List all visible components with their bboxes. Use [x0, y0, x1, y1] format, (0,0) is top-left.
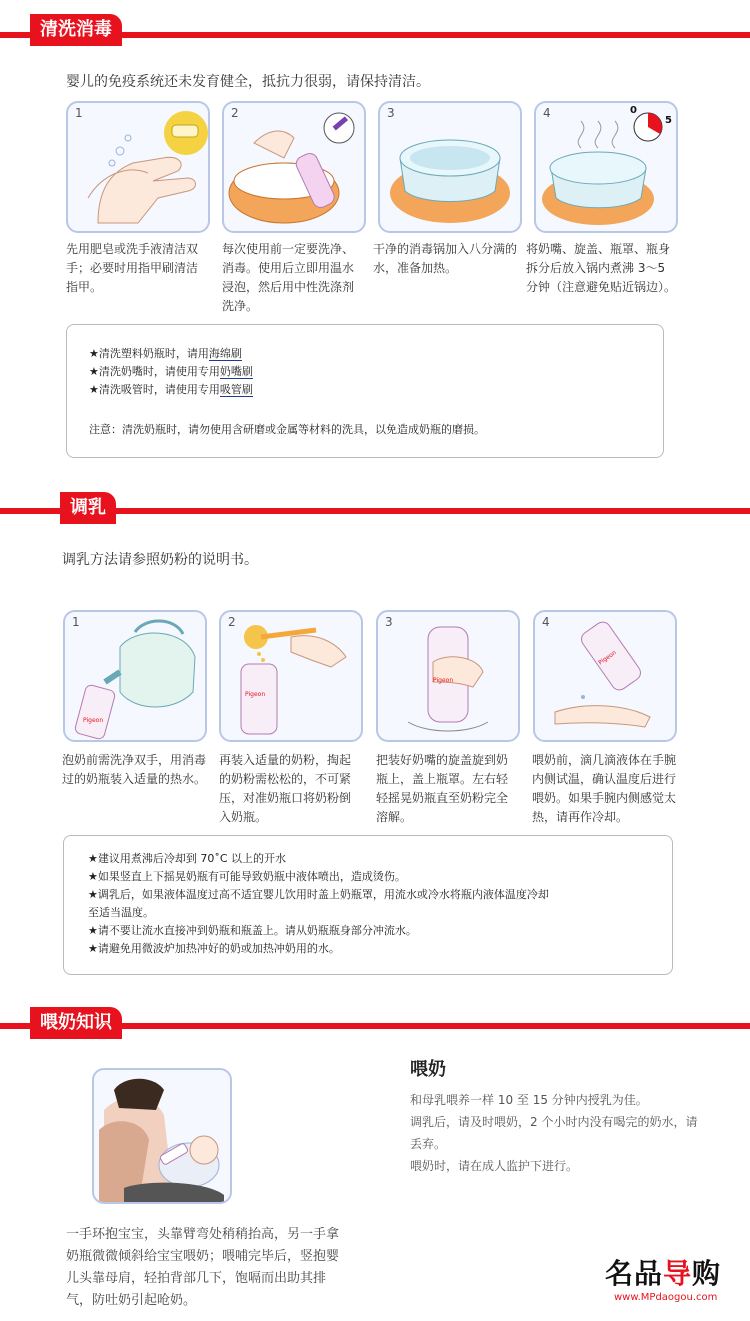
- sterilizer-pot-icon: [380, 103, 520, 231]
- tip-line: ★调乳后，如果液体温度过高不适宜婴儿饮用时盖上奶瓶罩，用流水或冷水将瓶内液体温度冷却: [88, 888, 549, 901]
- svg-text:Pigeon: Pigeon: [245, 691, 266, 698]
- clean-step-card-3: [378, 101, 522, 233]
- clean-step-caption-4: 将奶嘴、旋盖、瓶罩、瓶身拆分后放入锅内煮沸 3～5 分钟（注意避免贴近锅边）。: [526, 242, 677, 294]
- clean-note: 注意：清洗奶瓶时，请勿使用含研磨或金属等材料的洗具，以免造成奶瓶的磨损。: [89, 423, 485, 436]
- timer-label-end: 5: [665, 115, 672, 126]
- tip-line: ★清洗奶嘴时，请使用专用奶嘴刷: [89, 365, 253, 378]
- mix-tips-box: [63, 835, 673, 975]
- mix-step-card-2: [219, 610, 363, 742]
- clean-step-caption-2: 每次使用前一定要洗净、消毒。使用后立即用温水浸泡，然后用中性洗涤剂洗净。: [222, 242, 355, 313]
- tip-line: ★清洗塑料奶瓶时，请用海绵刷: [89, 347, 242, 360]
- step-number: 3: [385, 615, 393, 629]
- tip-line: ★清洗吸管时，请使用专用吸管刷: [89, 383, 253, 396]
- tool-name: 吸管刷: [219, 383, 253, 396]
- powder-scoop-icon: [221, 612, 361, 740]
- watermark-logo: [605, 1252, 721, 1292]
- watermark-url: www.MPdaogou.com: [614, 1292, 718, 1303]
- svg-text:Pigeon: Pigeon: [597, 649, 618, 667]
- mix-step-card-3: [376, 610, 520, 742]
- section-title-clean: 清洗消毒: [30, 14, 122, 46]
- clean-intro: 婴儿的免疫系统还未发育健全，抵抗力很弱，请保持清洁。: [66, 74, 430, 90]
- boiling-pot-icon: [536, 103, 676, 231]
- hand-washing-icon: [68, 103, 208, 231]
- step-number: 4: [543, 106, 551, 120]
- step-number: 1: [75, 106, 83, 120]
- mix-step-caption-3: 把装好奶嘴的旋盖旋到奶瓶上，盖上瓶罩。左右轻轻摇晃奶瓶直至奶粉完全溶解。: [376, 753, 509, 824]
- kettle-pouring-icon: [65, 612, 205, 740]
- feed-caption: 一手环抱宝宝，头靠臂弯处稍稍抬高，另一手拿奶瓶微微倾斜给宝宝喂奶；喂哺完毕后，竖抱婴儿头靠母肩，轻拍背部几下，饱嗝而出助其排气，防吐奶引起呛奶。: [66, 1227, 340, 1308]
- section-title-mix: 调乳: [60, 492, 116, 524]
- section-title-feed: 喂奶知识: [30, 1007, 122, 1039]
- feed-heading: 喂奶: [410, 1059, 446, 1080]
- feed-paragraph: 调乳后，请及时喂奶，2 个小时内没有喝完的奶水，请丢弃。: [410, 1115, 698, 1151]
- tip-line: ★请避免用微波炉加热冲好的奶或加热冲奶用的水。: [88, 942, 340, 955]
- clean-step-card-4: [534, 101, 678, 233]
- bottle-shaking-icon: [378, 612, 518, 740]
- mix-step-card-1: [63, 610, 207, 742]
- svg-text:Pigeon: Pigeon: [83, 717, 104, 724]
- feed-paragraph: 和母乳喂养一样 10 至 15 分钟内授乳为佳。: [410, 1093, 648, 1107]
- tip-line: ★请不要让流水直接冲到奶瓶和瓶盖上。请从奶瓶瓶身部分冲流水。: [88, 924, 417, 937]
- mix-step-caption-4: 喂奶前，滴几滴液体在手腕内侧试温，确认温度后进行喂奶。如果手腕内侧感觉太热，请再作冷却。: [532, 753, 677, 824]
- watermark-name-c: 购: [692, 1257, 722, 1290]
- watermark-name-b: 导: [663, 1257, 693, 1290]
- mix-step-card-4: [533, 610, 677, 742]
- tip-line: ★如果竖直上下摇晃奶瓶有可能导致奶瓶中液体喷出，造成烫伤。: [88, 870, 406, 883]
- mother-feeding-baby-icon: [94, 1070, 230, 1202]
- step-number: 2: [231, 106, 239, 120]
- clean-tips-box: [66, 324, 664, 458]
- tool-name: 奶嘴刷: [219, 365, 253, 378]
- mix-intro: 调乳方法请参照奶粉的说明书。: [62, 552, 258, 568]
- clean-step-caption-1: 先用肥皂或洗手液清洁双手；必要时用指甲刷清洁指甲。: [66, 242, 199, 294]
- tool-name: 海绵刷: [208, 347, 242, 360]
- feeding-illustration: [92, 1068, 232, 1204]
- step-number: 2: [228, 615, 236, 629]
- mix-step-caption-1: 泡奶前需洗净双手，用消毒过的奶瓶装入适量的热水。: [62, 753, 207, 786]
- mix-step-caption-2: 再装入适量的奶粉，掏起的奶粉需松松的，不可紧压，对准奶瓶口将奶粉倒入奶瓶。: [219, 753, 352, 824]
- wrist-test-icon: [535, 612, 675, 740]
- step-number: 3: [387, 106, 395, 120]
- tip-line: ★建议用煮沸后冷却到 70˚C 以上的开水: [88, 852, 287, 865]
- tip-line: 至适当温度。: [88, 906, 154, 919]
- clean-step-card-1: [66, 101, 210, 233]
- feed-paragraph: 喂奶时，请在成人监护下进行。: [410, 1159, 579, 1173]
- timer-label-start: 0: [630, 105, 637, 116]
- clean-step-caption-3: 干净的消毒锅加入八分满的水，准备加热。: [373, 242, 518, 275]
- clean-step-card-2: [222, 101, 366, 233]
- watermark-name-a: 名品: [605, 1257, 664, 1290]
- bottle-soaking-icon: [224, 103, 364, 231]
- step-number: 1: [72, 615, 80, 629]
- step-number: 4: [542, 615, 550, 629]
- svg-text:Pigeon: Pigeon: [433, 677, 454, 684]
